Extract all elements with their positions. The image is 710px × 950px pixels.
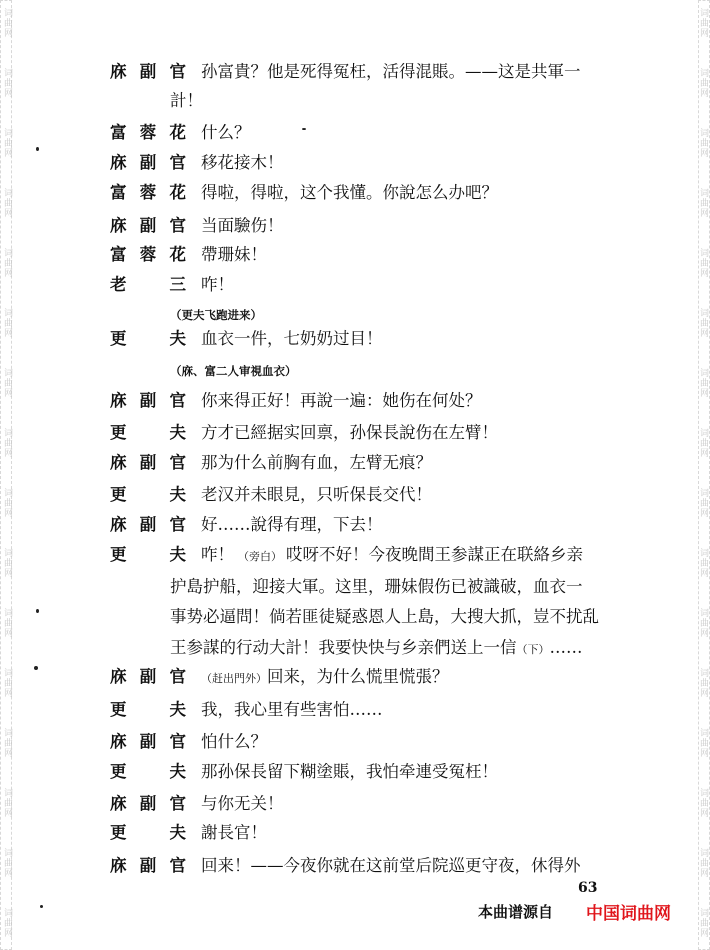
speaker-name: 庥 副 官 [110, 153, 186, 172]
speaker-name: 富 蓉 花 [110, 245, 186, 264]
dialogue-line [201, 178, 498, 208]
watermark-left: 词曲网 [2, 308, 12, 338]
dialogue-text: …… [549, 638, 583, 657]
dialogue-text: 怕什么？ [201, 732, 267, 751]
watermark-left: 词曲网 [2, 428, 12, 458]
dialogue-line [201, 148, 284, 178]
dialogue-continuation [170, 602, 599, 632]
speaker-name: 庥 副 官 [110, 515, 186, 534]
dialogue-text: 什么？ [201, 123, 251, 142]
stage-direction: （更夫飞跑进来） [170, 308, 262, 322]
dialogue-text: 咋！ [201, 545, 234, 564]
dialogue-line [201, 211, 284, 241]
dialogue-line [201, 757, 498, 787]
watermark-left: 词曲网 [2, 248, 12, 278]
ink-speck [34, 666, 38, 670]
dialogue-text: 那为什么前胸有血，左臂无痕？ [201, 453, 432, 472]
dialogue-line [201, 540, 583, 572]
dialogue-line [201, 851, 581, 881]
watermark-left: 词曲网 [2, 608, 12, 638]
watermark-right: 词曲网 [698, 908, 708, 938]
dialogue-line [201, 324, 383, 354]
dialogue-text: 你来得正好！再說一遍：她伤在何处？ [201, 391, 482, 410]
watermark-right: 词曲网 [698, 368, 708, 398]
dialogue-line [201, 118, 251, 148]
dialogue-text: 当面驗伤！ [201, 216, 284, 235]
dialogue-text: 好……說得有理，下去！ [201, 515, 383, 534]
watermark-left: 词曲网 [2, 188, 12, 218]
speaker-name: 更 夫 [110, 545, 186, 564]
dialogue-line [201, 480, 432, 510]
watermark-right: 词曲网 [698, 788, 708, 818]
watermark-right: 词曲网 [698, 488, 708, 518]
dialogue-line [201, 240, 267, 270]
dialogue-text: 与你无关！ [201, 794, 284, 813]
speaker-name: 更 夫 [110, 823, 186, 842]
watermark-right: 词曲网 [698, 848, 708, 878]
dialogue-line [201, 818, 267, 848]
watermark-right: 词曲网 [698, 8, 708, 38]
watermark-right: 词曲网 [698, 128, 708, 158]
watermark-left: 词曲网 [2, 128, 12, 158]
watermark-left: 词曲网 [2, 788, 12, 818]
aside-direction: （旁白） [238, 550, 282, 563]
dialogue-line [201, 727, 267, 757]
dialogue-text: 方才已經据实回禀，孙保長說伤在左臂！ [201, 423, 498, 442]
watermark-left: 词曲网 [2, 548, 12, 578]
dialogue-continuation [170, 633, 583, 665]
dialogue-text: 謝長官！ [201, 823, 267, 842]
dialogue-text: 那孙保長留下糊塗賬，我怕牵連受冤枉！ [201, 762, 498, 781]
speaker-name: 庥 副 官 [110, 667, 186, 686]
dialogue-line [201, 386, 482, 416]
ink-speck [36, 609, 39, 613]
watermark-right: 词曲网 [698, 608, 708, 638]
speaker-name: 庥 副 官 [110, 391, 186, 410]
speaker-name: 更 夫 [110, 700, 186, 719]
dialogue-text: 移花接木！ [201, 153, 284, 172]
dialogue-line [201, 510, 383, 540]
dialogue-line [201, 418, 498, 448]
watermark-left: 词曲网 [2, 488, 12, 518]
watermark-left: 词曲网 [2, 668, 12, 698]
dialogue-text: 老汉并未眼見，只听保長交代！ [201, 485, 432, 504]
watermark-right: 词曲网 [698, 728, 708, 758]
page-number: 63 [578, 880, 598, 896]
speaker-name: 老 三 [110, 275, 186, 294]
watermark-right: 词曲网 [698, 68, 708, 98]
watermark-right: 词曲网 [698, 248, 708, 278]
dialogue-line [201, 789, 284, 819]
watermark-left: 词曲网 [2, 908, 12, 938]
dialogue-line [201, 57, 581, 87]
dialogue-text: 哎呀不好！今夜晚間王参謀正在联絡乡亲 [286, 545, 583, 564]
speaker-name: 富 蓉 花 [110, 183, 186, 202]
watermark-left: 词曲网 [2, 728, 12, 758]
speaker-name: 更 夫 [110, 423, 186, 442]
watermark-right: 词曲网 [698, 308, 708, 338]
stage-direction: （庥、富二人审視血衣） [170, 364, 297, 378]
dialogue-text: 血衣一件，七奶奶过目！ [201, 329, 383, 348]
watermark-left: 词曲网 [2, 68, 12, 98]
aside-direction: （赶出門外） [201, 672, 267, 685]
dialogue-line [201, 270, 234, 300]
dialogue-text: 事势必逼問！倘若匪徒疑惑恩人上島，大搜大抓，豈不扰乱 [170, 607, 599, 626]
dialogue-text: 孙富貴？他是死得冤枉，活得混賬。——这是共軍一 [201, 62, 581, 81]
footer-source-text: 本曲谱源自 [478, 903, 554, 921]
speaker-name: 更 夫 [110, 485, 186, 504]
dialogue-text: 咋！ [201, 275, 234, 294]
watermark-right: 词曲网 [698, 428, 708, 458]
watermark-right: 词曲网 [698, 668, 708, 698]
watermark-left: 词曲网 [2, 848, 12, 878]
dialogue-text: 回来，为什么慌里慌張？ [267, 667, 449, 686]
dialogue-text: 回来！——今夜你就在这前堂后院巡更守夜，休得外 [201, 856, 581, 875]
speaker-name: 更 夫 [110, 329, 186, 348]
footer-site-name: 中国词曲网 [586, 904, 671, 924]
ink-speck [302, 128, 306, 130]
dialogue-text: 計！ [170, 91, 203, 110]
dialogue-continuation [170, 572, 583, 602]
speaker-name: 庥 副 官 [110, 453, 186, 472]
speaker-name: 庥 副 官 [110, 856, 186, 875]
watermark-right: 词曲网 [698, 548, 708, 578]
dialogue-text: 得啦，得啦，这个我懂。你說怎么办吧？ [201, 183, 498, 202]
dialogue-text: 护島护船，迎接大軍。这里，珊妹假伤已被識破，血衣一 [170, 577, 583, 596]
speaker-name: 更 夫 [110, 762, 186, 781]
dialogue-line [201, 662, 449, 694]
watermark-left: 词曲网 [2, 8, 12, 38]
speaker-name: 庥 副 官 [110, 216, 186, 235]
dialogue-continuation [170, 86, 203, 116]
watermark-left: 词曲网 [2, 368, 12, 398]
speaker-name: 庥 副 官 [110, 62, 186, 81]
dialogue-line [201, 695, 383, 725]
watermark-right: 词曲网 [698, 188, 708, 218]
aside-direction: （下） [516, 643, 550, 656]
speaker-name: 富 蓉 花 [110, 123, 186, 142]
ink-speck [36, 147, 39, 151]
dialogue-text: 帶珊妹！ [201, 245, 267, 264]
speaker-name: 庥 副 官 [110, 794, 186, 813]
dialogue-line [201, 448, 432, 478]
dialogue-text: 王参謀的行动大計！我要快快与乡亲們送上一信 [170, 638, 517, 657]
speaker-name: 庥 副 官 [110, 732, 186, 751]
ink-speck [40, 905, 43, 908]
dialogue-text: 我，我心里有些害怕…… [201, 700, 383, 719]
